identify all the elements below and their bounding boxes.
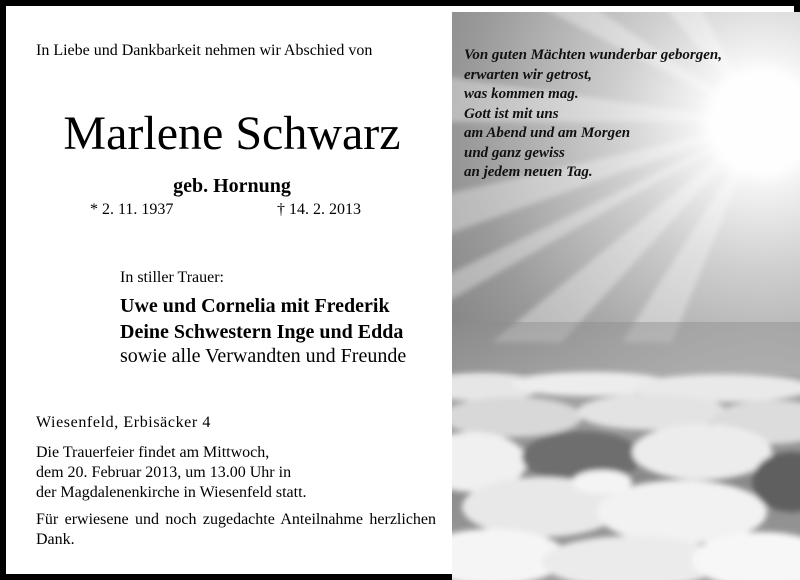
horizon-haze bbox=[452, 322, 800, 382]
sky-image-panel bbox=[452, 12, 800, 580]
thanks-line: Für erwiesene und noch zugedachte Anteilnahme bbox=[36, 511, 363, 528]
intro-text: In Liebe und Dankbarkeit nehmen wir Abschied von bbox=[36, 42, 373, 59]
funeral-line: Die Trauerfeier findet am Mittwoch, bbox=[36, 444, 270, 461]
funeral-info bbox=[36, 443, 436, 503]
poem-line: Von guten Mächten wunderbar geborgen, bbox=[464, 47, 722, 63]
address: Wiesenfeld, Erbisäcker 4 bbox=[36, 414, 212, 431]
death-date: † 14. 2. 2013 bbox=[277, 201, 361, 218]
poem bbox=[464, 46, 722, 183]
mourner-line: sowie alle Verwandten und Freunde bbox=[120, 345, 407, 367]
deceased-name: Marlene Schwarz bbox=[63, 107, 401, 160]
poem-line: was kommen mag. bbox=[464, 86, 579, 102]
poem-line: erwarten wir getrost, bbox=[464, 66, 592, 83]
poem-line: Gott ist mit uns bbox=[464, 105, 559, 122]
mourner-line: Uwe und Cornelia mit Frederik bbox=[120, 295, 390, 317]
poem-line: und ganz gewiss bbox=[464, 144, 565, 161]
maiden-name: geb. Hornung bbox=[173, 175, 291, 197]
thanks-text bbox=[36, 510, 436, 550]
funeral-line: der Magdalenenkirche in Wiesenfeld statt. bbox=[36, 484, 307, 501]
mourner-line: Deine Schwestern Inge und Edda bbox=[120, 321, 404, 343]
mourning-label: In stiller Trauer: bbox=[120, 269, 224, 286]
thanks-line: herzlichen Dank. bbox=[36, 511, 437, 548]
poem-line: am Abend und am Morgen bbox=[464, 125, 631, 141]
birth-date: * 2. 11. 1937 bbox=[90, 201, 174, 218]
funeral-line: dem 20. Februar 2013, um 13.00 Uhr in bbox=[36, 464, 292, 481]
notice-text-panel bbox=[12, 12, 452, 580]
poem-line: an jedem neuen Tag. bbox=[464, 164, 593, 180]
